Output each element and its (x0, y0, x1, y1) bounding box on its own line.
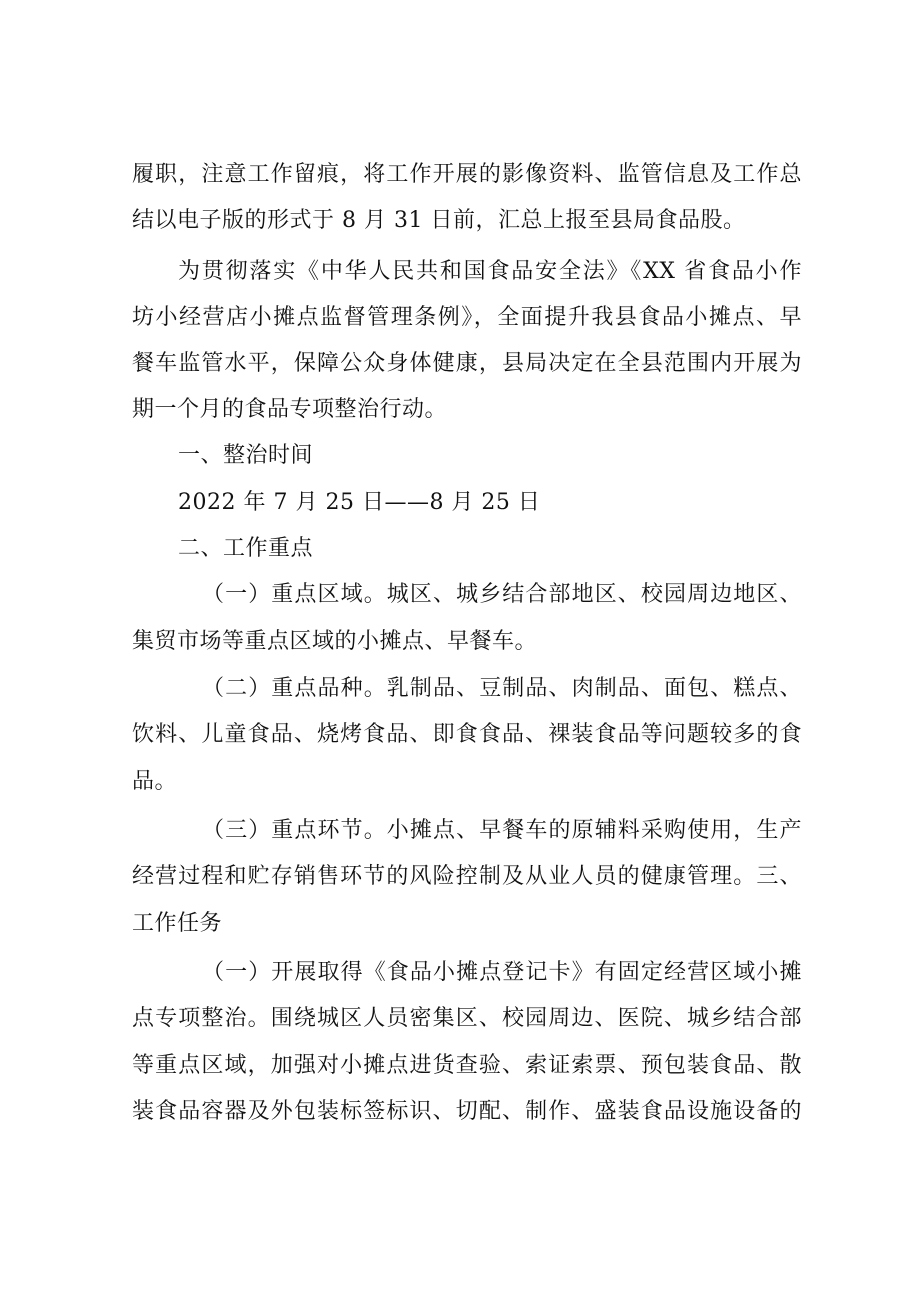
paragraph-5-line-3: 品。 (132, 769, 178, 794)
paragraph-2-line-1: 为贯彻落实《中华人民共和国食品安全法》《XX 省食品小作 (178, 259, 802, 284)
paragraph-4-line-1: （一）重点区域。城区、城乡结合部地区、校园周边地区、 (202, 582, 802, 607)
paragraph-2-line-3: 餐车监管水平，保障公众身体健康，县局决定在全县范围内开展为 (132, 351, 802, 376)
paragraph-7-line-2: 点专项整治。围绕城区人员密集区、校园周边、医院、城乡结合部 (132, 1006, 802, 1031)
date-range-text: 2022 年 7 月 25 日——8 月 25 日 (178, 490, 541, 515)
paragraph-6-line-1: （三）重点环节。小摊点、早餐车的原辅料采购使用，生产 (202, 818, 802, 843)
paragraph-7-line-3: 等重点区域，加强对小摊点进货查验、索证索票、预包装食品、散 (132, 1053, 802, 1078)
paragraph-2-line-2: 坊小经营店小摊点监督管理条例》，全面提升我县食品小摊点、早 (132, 305, 802, 330)
paragraph-4-line-2: 集贸市场等重点区域的小摊点、早餐车。 (132, 629, 538, 654)
paragraph-1-line-1: 履职，注意工作留痕，将工作开展的影像资料、监管信息及工作总 (132, 162, 802, 187)
paragraph-1-line-2: 结以电子版的形式于 8 月 31 日前，汇总上报至县局食品股。 (132, 208, 746, 233)
section-heading-2: 二、工作重点 (178, 536, 314, 561)
paragraph-7-line-4: 装食品容器及外包装标签标识、切配、制作、盛装食品设施设备的 (132, 1099, 802, 1124)
paragraph-5-line-1: （二）重点品种。乳制品、豆制品、肉制品、面包、糕点、 (202, 676, 802, 701)
paragraph-7-line-1: （一）开展取得《食品小摊点登记卡》有固定经营区域小摊 (202, 960, 802, 985)
paragraph-5-line-2: 饮料、儿童食品、烧烤食品、即食食品、裸装食品等问题较多的食 (132, 722, 802, 747)
paragraph-2-line-4: 期一个月的食品专项整治行动。 (132, 397, 448, 422)
paragraph-6-line-2: 经营过程和贮存销售环节的风险控制及从业人员的健康管理。三、 (132, 864, 802, 889)
section-heading-1: 一、整治时间 (178, 443, 314, 468)
paragraph-6-line-3: 工作任务 (132, 911, 223, 936)
